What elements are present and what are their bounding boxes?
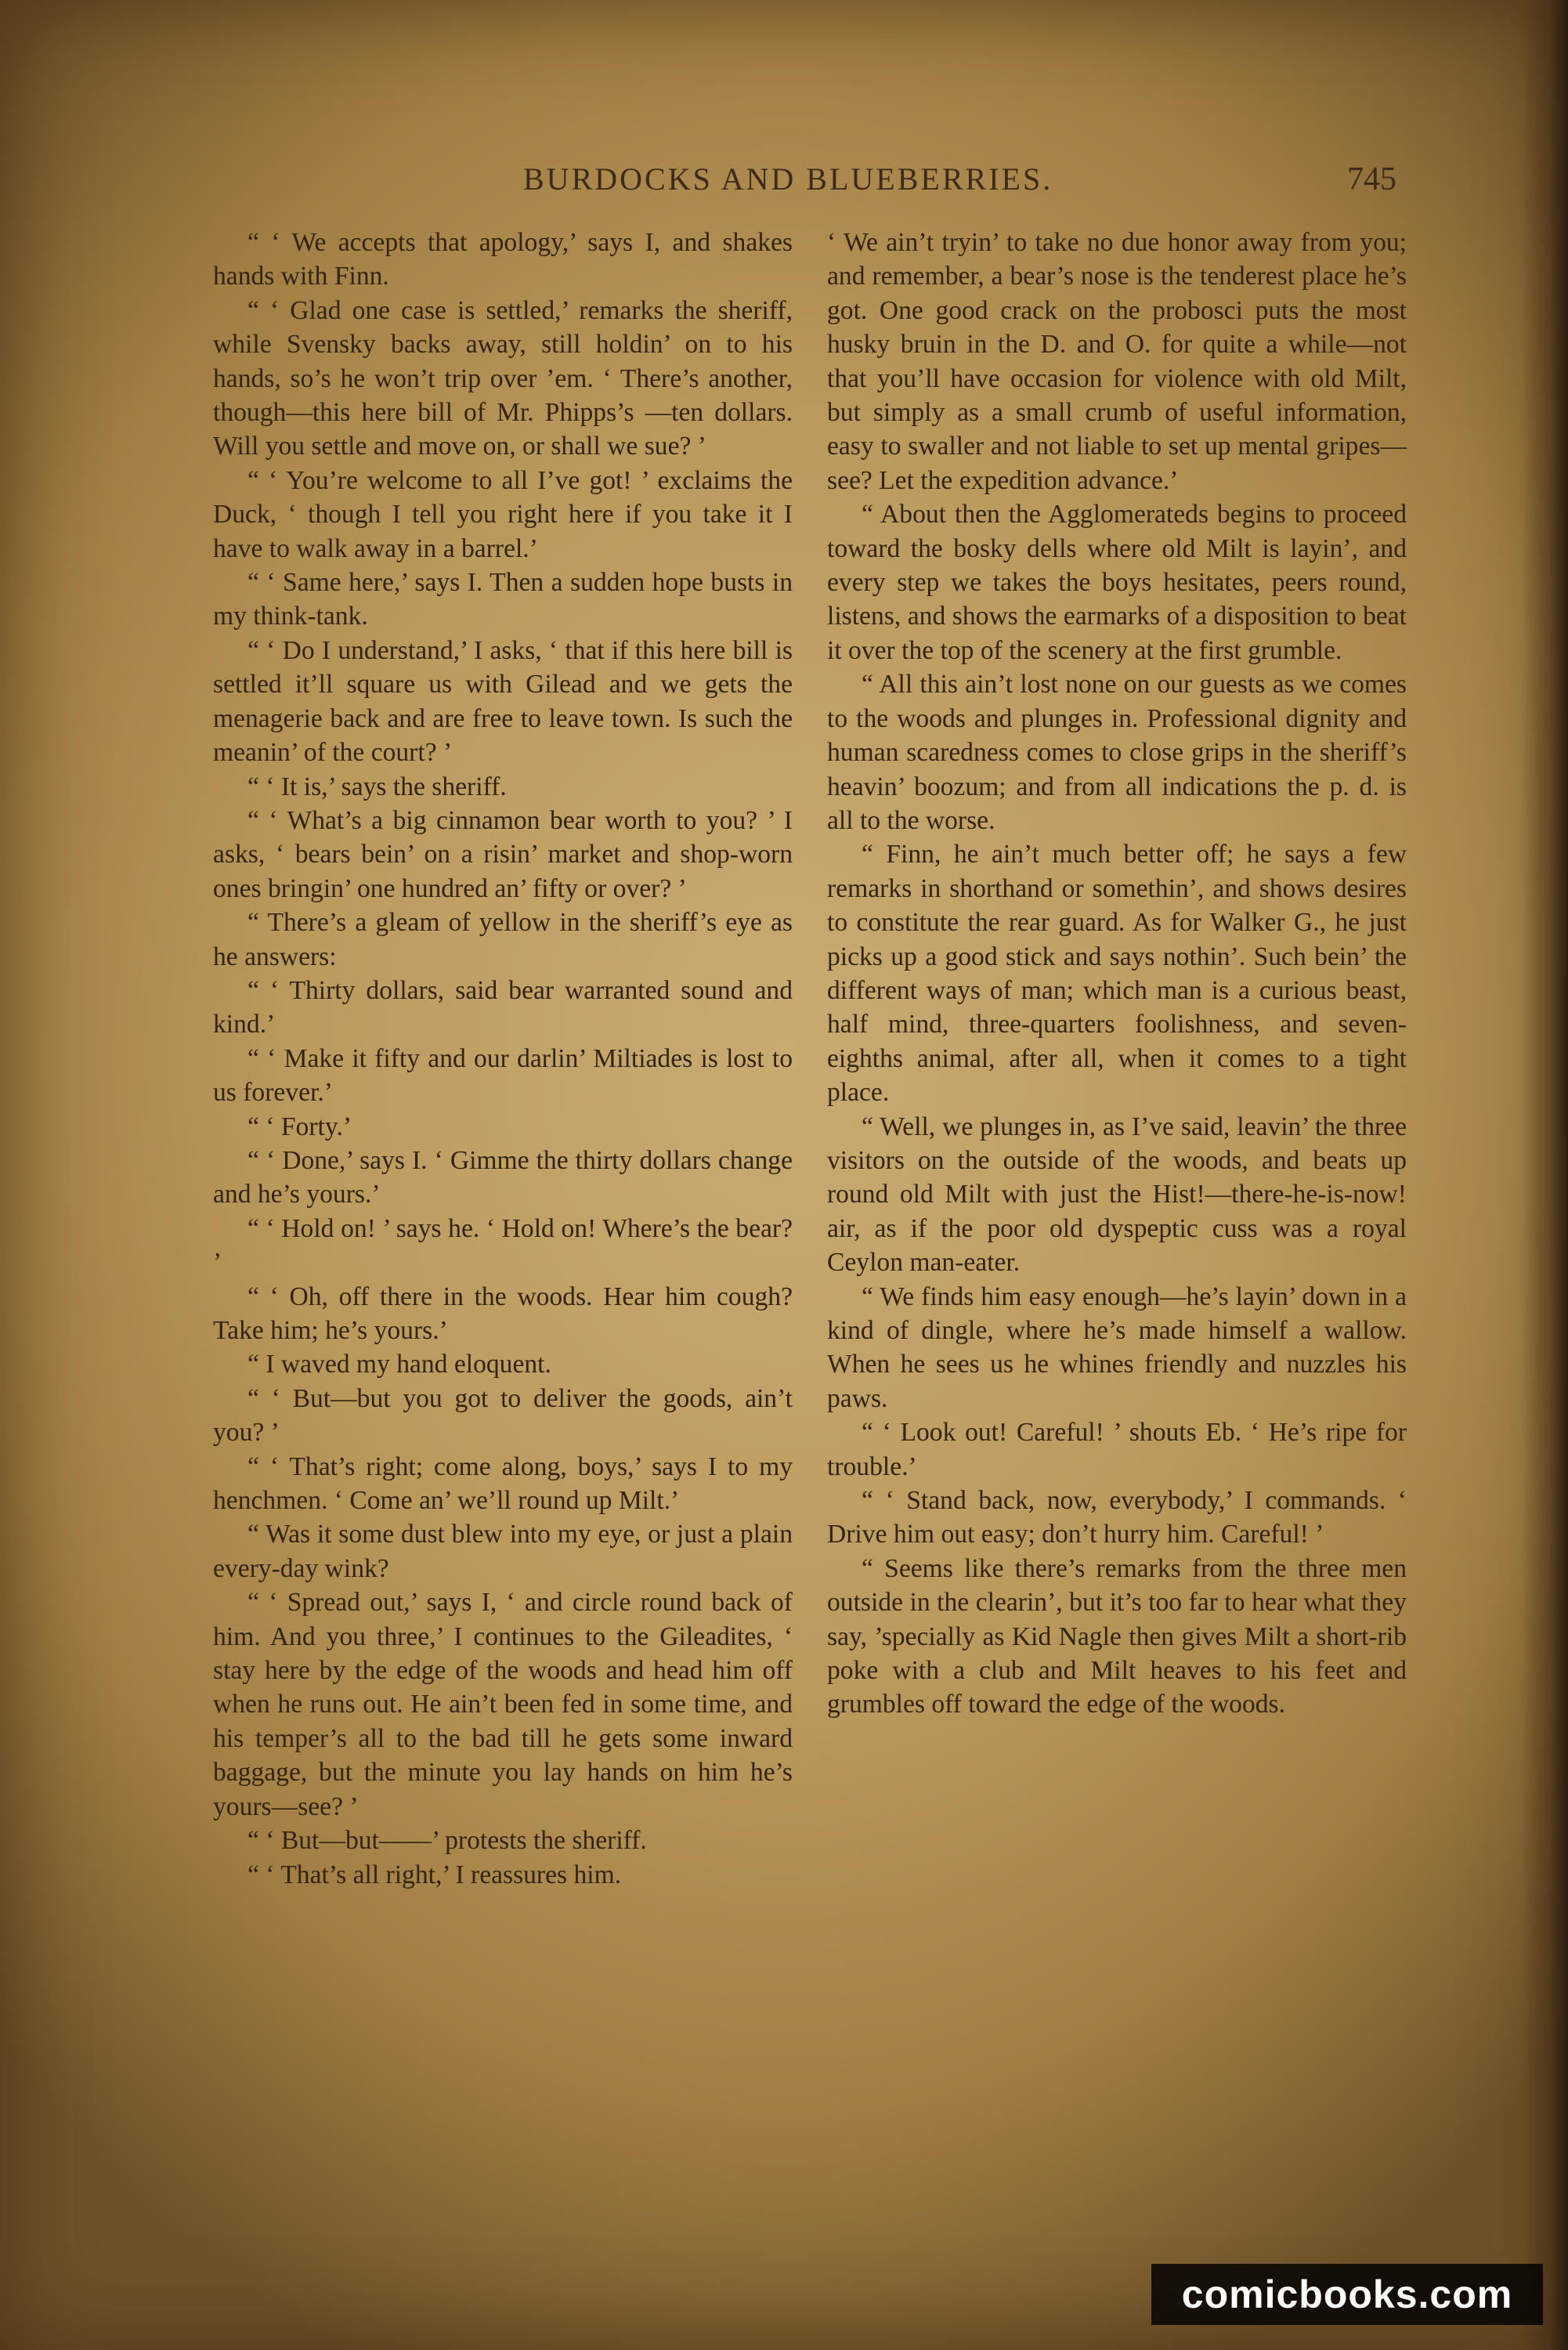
paragraph: “ ‘ Glad one case is settled,’ remarks the sheriff, while Svensky backs away, still holdin’ on to his hands, so’s he won’t trip over ’em. ‘ There’s another, though—this here bill of Mr. Phipps’s —ten dollars. Will you settle and move on, or shall we sue? ’ bbox=[213, 295, 793, 461]
running-title: BURDOCKS AND BLUEBERRIES. bbox=[523, 161, 1053, 197]
paragraph: “ I waved my hand eloquent. bbox=[247, 1350, 551, 1379]
paragraph: “ Finn, he ain’t much better off; he says a few remarks in shorthand or somethin’, and shows desires to constitute the rear guard. As for Walker G., he just picks up a good stick and says nothin’. Such bein’ the different ways of man; which man is a curious beast, half mind, three-quarters foolishness, and seven-eighths animal, after all, when it comes to a tight place. bbox=[827, 840, 1407, 1108]
paragraph: “ ‘ We accepts that apology,’ says I, and shakes hands with Finn. bbox=[213, 228, 793, 291]
page-header bbox=[0, 161, 1568, 208]
paragraph: “ Well, we plunges in, as I’ve said, leavin’ the three visitors on the outside of the woods, and beats up round old Milt with just the Hist!—there-he-is-now! air, as if the poor old dyspeptic cuss was a royal Ceylon man-eater. bbox=[827, 1112, 1407, 1278]
paragraph: “ ‘ Look out! Careful! ’ shouts Eb. ‘ He’s ripe for trouble.’ bbox=[827, 1418, 1407, 1481]
paragraph: “ ‘ You’re welcome to all I’ve got! ’ exclaims the Duck, ‘ though I tell you right here if you take it I have to walk away in a barrel.’ bbox=[213, 465, 793, 563]
paragraph: “ ‘ Stand back, now, everybody,’ I commands. ‘ Drive him out easy; don’t hurry him. Careful! ’ bbox=[827, 1486, 1407, 1549]
continued-paragraph: ‘ We ain’t tryin’ to take no due honor away from you; and remember, a bear’s nose is the tenderest place he’s got. One good crack on the probosci puts the most husky bruin in the D. and O. for quite a while—not that you’ll have occasion for violence with old Milt, but simply as a small crumb of useful information, easy to swaller and not liable to set up mental gripes—see? Let the expedition advance.’ bbox=[827, 228, 1407, 495]
paragraph: “ ‘ Spread out,’ says I, ‘ and circle round back of him. And you three,’ I continues to the Gileadites, ‘ stay here by the edge of the woods and head him off when he runs out. He ain’t been fed in some time, and his temper’s all to the bad till he gets some inward baggage, but the minute you lay hands on him he’s yours—see? ’ bbox=[213, 1588, 793, 1821]
paragraph: “ ‘ Hold on! ’ says he. ‘ Hold on! Where’s the bear? ’ bbox=[213, 1213, 793, 1278]
paragraph: “ ‘ It is,’ says the sheriff. bbox=[247, 772, 507, 801]
paragraph: “ We finds him easy enough—he’s layin’ down in a kind of dingle, where he’s made himself a wallow. When he sees us he whines friendly and nuzzles his paws. bbox=[827, 1282, 1407, 1413]
watermark-label: comicbooks.com bbox=[1151, 2264, 1543, 2325]
paragraph: “ Seems like there’s remarks from the three men outside in the clearin’, but it’s too far to hear what they say, ’specially as Kid Nagle then gives Milt a short-rib poke with a club and Milt heaves to his feet and grumbles off toward the edge of the woods. bbox=[827, 1553, 1407, 1719]
page-spine-shadow bbox=[1521, 0, 1568, 2350]
paragraph: “ ‘ Done,’ says I. ‘ Gimme the thirty dollars change and he’s yours.’ bbox=[213, 1145, 793, 1209]
paragraph: “ There’s a gleam of yellow in the sheriff’s eye as he answers: bbox=[213, 908, 793, 971]
paragraph: “ ‘ Thirty dollars, said bear warranted sound and kind.’ bbox=[213, 975, 793, 1039]
paragraph: “ ‘ Forty.’ bbox=[247, 1112, 352, 1141]
paragraph: “ All this ain’t lost none on our guests as we comes to the woods and plunges in. Professional dignity and human scaredness comes to close grips in the sheriff’s heavin’ boozum; and from all indications the p. d. is all to the worse. bbox=[827, 670, 1407, 835]
paragraph: “ ‘ Oh, off there in the woods. Hear him cough? Take him; he’s yours.’ bbox=[213, 1282, 793, 1345]
paragraph: “ ‘ Do I understand,’ I asks, ‘ that if this here bill is settled it’ll square us with Gilead and we gets the menagerie back and are free to leave town. Is such the meanin’ of the court? ’ bbox=[213, 635, 793, 768]
page-number: 745 bbox=[1347, 161, 1396, 197]
paragraph: “ ‘ But—but——’ protests the sheriff. bbox=[247, 1826, 647, 1856]
paragraph: “ ‘ But—but you got to deliver the goods, ain’t you? ’ bbox=[213, 1383, 793, 1448]
paragraph: “ ‘ Same here,’ says I. Then a sudden hope busts in my think-tank. bbox=[213, 568, 793, 631]
paragraph: “ About then the Agglomerateds begins to proceed toward the bosky dells where old Milt is layin’, and every step we takes the boys hesitates, peers round, listens, and shows the earmarks of a disposition to beat it over the top of the scenery at the first grumble. bbox=[827, 500, 1407, 665]
left-text-column bbox=[213, 226, 793, 1892]
paragraph: “ ‘ Make it fifty and our darlin’ Miltiades is lost to us forever.’ bbox=[213, 1043, 793, 1108]
paragraph: “ ‘ What’s a big cinnamon bear worth to you? ’ I asks, ‘ bears bein’ on a risin’ market and shop-worn ones bringin’ one hundred an’ fifty or over? ’ bbox=[213, 805, 793, 903]
right-text-column bbox=[827, 226, 1407, 1722]
paragraph: “ ‘ That’s right; come along, boys,’ says I to my henchmen. ‘ Come an’ we’ll round up Milt.’ bbox=[213, 1452, 793, 1516]
paragraph: “ ‘ That’s all right,’ I reassures him. bbox=[247, 1860, 622, 1889]
paragraph: “ Was it some dust blew into my eye, or just a plain every-day wink? bbox=[213, 1520, 793, 1583]
